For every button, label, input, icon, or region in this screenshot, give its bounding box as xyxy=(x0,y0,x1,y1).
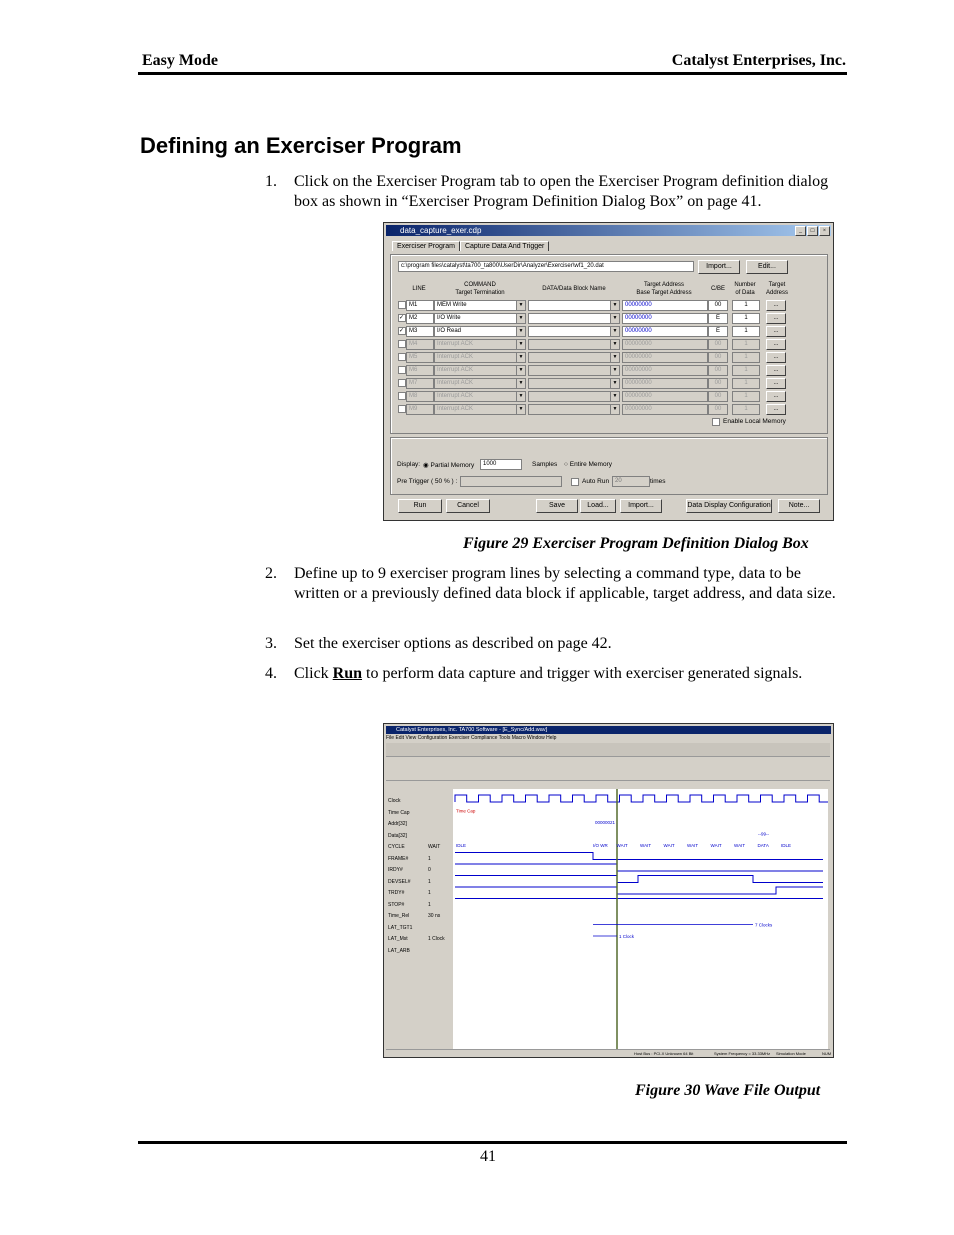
col-cbe: C/BE xyxy=(710,286,725,292)
chevron-down-icon[interactable]: ▼ xyxy=(610,366,619,375)
line-enable-checkbox[interactable] xyxy=(398,405,406,413)
target-address-field[interactable]: 00000000 xyxy=(622,378,708,389)
line-label: M9 xyxy=(406,404,434,415)
signal-value: WAIT xyxy=(428,844,441,850)
col-target-sub: Base Target Address xyxy=(636,290,692,296)
data-select[interactable] xyxy=(528,378,620,389)
target-address-browse-button[interactable]: ... xyxy=(766,404,786,415)
waveform-svg xyxy=(453,789,828,1049)
col-data: DATA/Data Block Name xyxy=(542,286,606,292)
command-select[interactable] xyxy=(434,339,526,350)
target-address-field[interactable]: 00000000 xyxy=(622,404,708,415)
number-of-data-field[interactable]: 1 xyxy=(732,391,760,402)
signal-waveform xyxy=(455,876,823,883)
line-enable-checkbox[interactable] xyxy=(398,340,406,348)
line-label: M7 xyxy=(406,378,434,389)
cbe-field[interactable]: 00 xyxy=(708,352,728,363)
line-enable-checkbox[interactable] xyxy=(398,353,406,361)
data-select[interactable] xyxy=(528,352,620,363)
auto-run-field[interactable]: 20 xyxy=(612,476,650,487)
number-of-data-field[interactable]: 1 xyxy=(732,365,760,376)
maximize-icon[interactable]: □ xyxy=(807,226,818,236)
step-text: Click on the Exerciser Program tab to open the Exerciser Program definition dialog box as shown in “Exerciser Program Definition Dialog Box” on page 41. xyxy=(294,173,829,210)
chevron-down-icon[interactable]: ▼ xyxy=(516,340,525,349)
target-address-field[interactable]: 00000000 xyxy=(622,339,708,350)
signal-name[interactable]: LAT_TGT1 xyxy=(388,924,413,931)
col-line: LINE xyxy=(412,286,426,292)
signal-value: 1 Clock xyxy=(428,936,445,942)
cycle-label: WAIT xyxy=(640,843,652,848)
signal-name[interactable]: Addr[32] xyxy=(388,821,407,827)
auto-run-label: Auto Run xyxy=(582,478,610,485)
cbe-field[interactable]: E xyxy=(708,313,728,324)
entire-memory-radio[interactable]: ○ Entire Memory xyxy=(564,461,612,468)
status-frequency: System Frequency = 33.33MHz xyxy=(714,1051,771,1056)
line-enable-checkbox[interactable] xyxy=(398,366,406,374)
chevron-down-icon[interactable]: ▼ xyxy=(610,301,619,310)
figure-wave-output xyxy=(383,723,834,1058)
data-value-label: --99-- xyxy=(758,831,769,837)
cbe-field[interactable]: E xyxy=(708,326,728,337)
figure-30-caption: Figure 30 Wave File Output xyxy=(635,1082,821,1099)
signal-name[interactable]: LAT_Mst xyxy=(388,936,408,942)
cycle-label: IDLE xyxy=(781,843,792,848)
chevron-down-icon[interactable]: ▼ xyxy=(610,405,619,414)
line-enable-checkbox[interactable]: ✓ xyxy=(399,328,405,334)
step-text: Set the exerciser options as described on page 42. xyxy=(294,635,612,652)
time-cap-label: Time Cap xyxy=(456,808,476,814)
command-select[interactable] xyxy=(434,391,526,402)
status-mode: Simulation Mode xyxy=(776,1051,806,1056)
signal-value: 1 xyxy=(428,878,431,885)
samples-label: Samples xyxy=(532,461,558,468)
pretrigger-slider[interactable] xyxy=(460,476,562,487)
dialog-title-bar: data_capture_exer.cdp xyxy=(386,225,831,236)
target-address-field[interactable]: 00000000 xyxy=(622,365,708,376)
command-value: Interrupt ACK xyxy=(437,367,474,373)
command-select[interactable] xyxy=(434,300,526,311)
signal-name[interactable]: TRDY# xyxy=(388,890,405,896)
chevron-down-icon[interactable]: ▼ xyxy=(610,353,619,362)
data-select[interactable] xyxy=(528,391,620,402)
samples-field[interactable]: 1000 xyxy=(480,459,522,470)
signal-name[interactable]: IRDY# xyxy=(388,867,403,873)
line-enable-checkbox[interactable] xyxy=(398,301,406,309)
target-address-browse-button[interactable]: ... xyxy=(766,300,786,311)
chevron-down-icon[interactable]: ▼ xyxy=(516,379,525,388)
step-number: 4. xyxy=(265,665,277,682)
signal-value: 1 xyxy=(428,855,431,862)
figure-29-caption: Figure 29 Exerciser Program Definition Dialog Box xyxy=(463,535,809,552)
col-target: Target Address xyxy=(643,282,685,288)
cycle-label: WAIT xyxy=(663,843,675,848)
line-enable-checkbox[interactable] xyxy=(398,379,406,387)
cbe-field[interactable]: 00 xyxy=(708,391,728,402)
line-enable-checkbox[interactable]: ✓ xyxy=(399,315,405,321)
addr-value-label: 00000021 xyxy=(595,820,616,825)
target-address-field[interactable]: 00000000 xyxy=(622,300,708,311)
target-address-field[interactable]: 00000000 xyxy=(622,326,708,337)
target-address-field[interactable]: 00000000 xyxy=(622,313,708,324)
cycle-label: DATA xyxy=(757,843,769,848)
target-address-browse-button[interactable]: ... xyxy=(766,352,786,363)
chevron-down-icon[interactable]: ▼ xyxy=(610,340,619,349)
line-label: M6 xyxy=(406,365,434,376)
command-value: Interrupt ACK xyxy=(437,406,474,412)
wave-title-bar: Catalyst Enterprises, Inc. TA700 Software - [E_Sync/Add.wav] xyxy=(386,726,831,734)
col-target-address-sub: Address xyxy=(765,290,788,296)
wave-menu-bar[interactable]: File Edit View Configuration Exerciser Compliance Tools Macro Window Help xyxy=(386,735,557,741)
signal-value: 1 xyxy=(428,890,431,896)
chevron-down-icon[interactable]: ▼ xyxy=(610,392,619,401)
signal-name[interactable]: DEVSEL# xyxy=(388,878,411,885)
number-of-data-field[interactable]: 1 xyxy=(732,352,760,363)
target-address-browse-button[interactable]: ... xyxy=(766,391,786,402)
step-text xyxy=(294,664,845,684)
number-of-data-field[interactable]: 1 xyxy=(732,339,760,350)
signal-waveform xyxy=(455,864,823,871)
line-label: M3 xyxy=(406,326,434,337)
cbe-field[interactable]: 00 xyxy=(708,365,728,376)
data-select[interactable] xyxy=(528,404,620,415)
number-of-data-field[interactable]: 1 xyxy=(732,326,760,337)
status-num: NUM xyxy=(822,1051,832,1056)
target-address-field[interactable]: 00000000 xyxy=(622,391,708,402)
command-select[interactable] xyxy=(434,365,526,376)
command-select[interactable] xyxy=(434,378,526,389)
col-target-address: Target xyxy=(768,282,786,288)
number-of-data-field[interactable]: 1 xyxy=(732,313,760,324)
page-number: 41 xyxy=(480,1148,496,1165)
auto-run-checkbox[interactable] xyxy=(571,478,579,486)
signal-value: 30 ns xyxy=(428,913,441,919)
run-emphasis: Run xyxy=(332,665,363,682)
step-number: 3. xyxy=(265,635,277,652)
number-of-data-field[interactable]: 1 xyxy=(732,404,760,415)
chevron-down-icon[interactable]: ▼ xyxy=(516,392,525,401)
figure-exerciser-dialog xyxy=(383,222,834,521)
cbe-field[interactable]: 00 xyxy=(708,300,728,311)
chevron-down-icon[interactable]: ▼ xyxy=(516,405,525,414)
data-select[interactable] xyxy=(528,313,620,324)
signal-name[interactable]: FRAME# xyxy=(388,855,409,862)
window-controls xyxy=(795,226,830,236)
cycle-label: WAIT xyxy=(734,843,746,848)
header-rule xyxy=(138,72,847,75)
cbe-field[interactable]: 00 xyxy=(708,339,728,350)
data-select[interactable] xyxy=(528,300,620,311)
step-text: Define up to 9 exerciser program lines by selecting a command type, data to be written or a previously defined data block if applicable, target address, and data size. xyxy=(294,565,836,602)
load-button[interactable]: Load... xyxy=(580,499,616,513)
running-header-left: Easy Mode xyxy=(142,52,218,69)
partial-memory-label: Partial Memory xyxy=(430,462,475,469)
step-text-post: to perform data capture and trigger with exerciser generated signals. xyxy=(362,665,803,682)
times-label: times xyxy=(650,478,666,485)
target-address-field[interactable]: 00000000 xyxy=(622,352,708,363)
run-button[interactable]: Run xyxy=(398,499,442,513)
line-label: M5 xyxy=(406,352,434,363)
waveform-area[interactable] xyxy=(453,789,828,1049)
section-title: Defining an Exerciser Program xyxy=(140,133,462,158)
command-select[interactable] xyxy=(434,404,526,415)
chevron-down-icon[interactable]: ▼ xyxy=(516,366,525,375)
wave-toolbar xyxy=(386,743,830,757)
command-value: I/O Read xyxy=(437,328,462,334)
signal-name[interactable]: Time Cap xyxy=(388,809,410,816)
signal-waveform xyxy=(455,853,823,860)
cycle-label: WAIT xyxy=(687,843,699,848)
line-enable-checkbox[interactable] xyxy=(398,392,406,400)
signal-name[interactable]: STOP# xyxy=(388,901,405,908)
import-dialog-button[interactable]: Import... xyxy=(620,499,662,513)
command-value: Interrupt ACK xyxy=(437,380,474,386)
cbe-field[interactable]: 00 xyxy=(708,378,728,389)
minimize-icon[interactable]: _ xyxy=(795,226,806,236)
command-value: I/O Write xyxy=(437,315,461,321)
data-select[interactable] xyxy=(528,365,620,376)
cycle-label: IDLE xyxy=(456,843,467,848)
import-button[interactable]: Import... xyxy=(698,260,740,274)
footer-rule xyxy=(138,1141,847,1144)
signal-name[interactable]: Clock xyxy=(388,798,401,804)
command-select[interactable] xyxy=(434,352,526,363)
cycle-label: I/O WR xyxy=(593,843,608,848)
enable-local-memory-checkbox[interactable] xyxy=(712,418,720,426)
save-button[interactable]: Save xyxy=(536,499,578,513)
command-value: Interrupt ACK xyxy=(437,354,474,360)
clock-waveform xyxy=(455,795,828,802)
target-address-browse-button[interactable]: ... xyxy=(766,378,786,389)
signal-name[interactable]: Time_Rel xyxy=(388,913,410,919)
edit-button[interactable]: Edit... xyxy=(746,260,788,274)
col-number-sub: of Data xyxy=(735,290,755,296)
command-value: MEM Write xyxy=(437,302,467,308)
cancel-button[interactable]: Cancel xyxy=(446,499,490,513)
data-select[interactable] xyxy=(528,326,620,337)
dialog-tabs xyxy=(392,241,549,251)
signal-value: 0 xyxy=(428,867,431,873)
number-of-data-field[interactable]: 1 xyxy=(732,378,760,389)
line-label: M2 xyxy=(406,313,434,324)
file-path-field[interactable]: c:\program files\catalyst\ta700_ta800\UserDir\Analyzer\Exerciser\wf1_20.dat xyxy=(398,261,694,272)
chevron-down-icon[interactable]: ▼ xyxy=(516,353,525,362)
enable-local-memory-label: Enable Local Memory xyxy=(723,418,786,425)
cycle-label: WAIT xyxy=(710,843,722,848)
entire-memory-label: Entire Memory xyxy=(569,461,612,468)
step-number: 1. xyxy=(265,173,277,190)
target-address-browse-button[interactable]: ... xyxy=(766,326,786,337)
latency-label: 1 Clock xyxy=(619,934,635,939)
partial-memory-radio[interactable]: ◉ Partial Memory xyxy=(423,462,475,469)
chevron-down-icon[interactable]: ▼ xyxy=(516,314,525,323)
signal-name[interactable]: LAT_ARB xyxy=(388,947,410,954)
close-icon[interactable]: × xyxy=(819,226,830,236)
command-select[interactable] xyxy=(434,313,526,324)
step-text-pre: Click xyxy=(294,665,333,682)
chevron-down-icon[interactable]: ▼ xyxy=(610,327,619,336)
line-label: M8 xyxy=(406,391,434,402)
pretrigger-label: Pre Trigger ( 50 % ) : xyxy=(397,478,458,485)
data-display-config-button[interactable]: Data Display Configuration xyxy=(686,499,772,513)
line-label: M4 xyxy=(406,339,434,350)
data-select[interactable] xyxy=(528,339,620,350)
signal-name[interactable]: Data[32] xyxy=(388,832,407,839)
col-command-sub: Target Termination xyxy=(455,290,505,296)
command-value: Interrupt ACK xyxy=(437,393,474,399)
status-host-bus: Host Bus : PCI-X Unknown 64 Bit xyxy=(634,1051,694,1056)
note-button[interactable]: Note... xyxy=(778,499,820,513)
display-label: Display: xyxy=(397,461,421,468)
chevron-down-icon[interactable]: ▼ xyxy=(516,327,525,336)
cycle-label: WAIT xyxy=(616,843,628,848)
chevron-down-icon[interactable]: ▼ xyxy=(610,314,619,323)
tab-capture-data[interactable]: Capture Data And Trigger xyxy=(460,241,549,251)
wave-status-bar xyxy=(386,1049,830,1057)
target-address-browse-button[interactable]: ... xyxy=(766,339,786,350)
command-value: Interrupt ACK xyxy=(437,341,474,347)
target-address-browse-button[interactable]: ... xyxy=(766,313,786,324)
signal-names-column xyxy=(386,789,427,1049)
signal-value: 1 xyxy=(428,901,431,908)
line-label: M1 xyxy=(406,300,434,311)
command-select[interactable] xyxy=(434,326,526,337)
wave-toolbar-2 xyxy=(386,758,830,781)
tab-exerciser-program[interactable]: Exerciser Program xyxy=(392,241,460,251)
latency-label: 7 Clocks xyxy=(755,922,773,928)
running-header-right: Catalyst Enterprises, Inc. xyxy=(671,52,846,69)
col-command: COMMAND xyxy=(464,282,496,288)
col-number: Number xyxy=(734,282,756,288)
step-number: 2. xyxy=(265,565,277,582)
target-address-browse-button[interactable]: ... xyxy=(766,365,786,376)
signal-values-column xyxy=(426,789,454,1049)
chevron-down-icon[interactable]: ▼ xyxy=(610,379,619,388)
number-of-data-field[interactable]: 1 xyxy=(732,300,760,311)
signal-waveform xyxy=(455,887,823,894)
signal-name[interactable]: CYCLE xyxy=(388,844,405,850)
cbe-field[interactable]: 00 xyxy=(708,404,728,415)
chevron-down-icon[interactable]: ▼ xyxy=(516,301,525,310)
